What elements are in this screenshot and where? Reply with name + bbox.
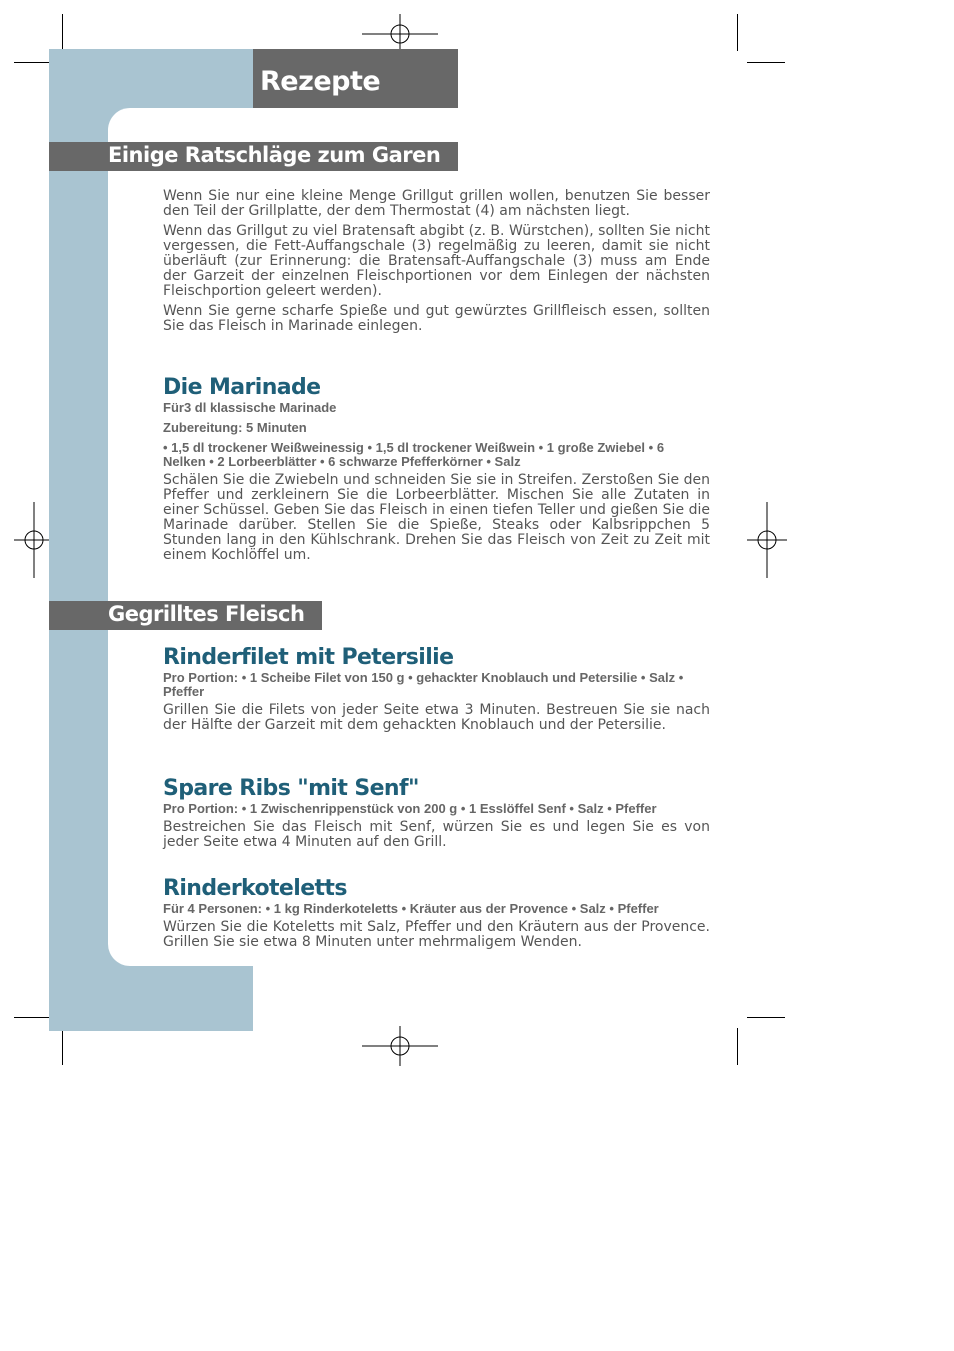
recipe-rinderfilet [163,645,710,738]
registration-mark-left [14,502,54,578]
recipe-prep-time: Zubereitung: 5 Minuten [163,420,307,435]
tip-paragraph: Wenn Sie nur eine kleine Menge Grillgut grillen wollen, benutzen Sie besser den Teil der Grillplatte, der dem Thermostat (4) am nächsten liegt. [163,188,710,219]
recipe-title: Rinderkoteletts [163,876,347,901]
recipe-instructions: Grillen Sie die Filets von jeder Seite etwa 3 Minuten. Bestreuen Sie sie nach der Hälfte der Garzeit mit dem gehackten Knoblauch und der Petersilie. [163,702,710,733]
tips-text [163,189,710,339]
crop-mark [62,14,63,51]
registration-mark-right [747,502,787,578]
crop-mark [14,1017,52,1018]
recipe-ingredients: Für 4 Personen: • 1 kg Rinderkoteletts • Kräuter aus der Provence • Salz • Pfeffer [163,901,659,916]
recipe-title: Spare Ribs "mit Senf" [163,776,419,801]
marinade-recipe [163,375,710,568]
registration-mark-top [362,14,438,54]
section-title-grilled: Gegrilltes Fleisch [108,602,305,626]
recipe-instructions: Bestreichen Sie das Fleisch mit Senf, würzen Sie es und legen Sie es von jeder Seite etwa 4 Minuten auf den Grill. [163,819,710,850]
recipe-yield: Für3 dl klassische Marinade [163,400,337,415]
recipe-ingredients: Pro Portion: • 1 Scheibe Filet von 150 g • gehackter Knoblauch und Petersilie • Salz • Pfeffer [163,670,684,699]
page-title: Rezepte [260,66,381,97]
recipe-spare-ribs [163,776,710,855]
crop-mark [737,14,738,51]
recipe-title: Die Marinade [163,375,321,400]
recipe-instructions: Würzen Sie die Koteletts mit Salz, Pfeffer und den Kräutern aus der Provence. Grillen Sie sie etwa 8 Minuten unter mehrmaligem Wenden. [163,919,710,950]
crop-mark [747,1017,785,1018]
recipe-ingredients: Pro Portion: • 1 Zwischenrippenstück von 200 g • 1 Esslöffel Senf • Salz • Pfeffer [163,801,657,816]
recipe-rinderkoteletts [163,876,710,955]
crop-mark [62,1028,63,1065]
crop-mark [747,62,785,63]
crop-mark [14,62,52,63]
recipe-instructions: Schälen Sie die Zwiebeln und schneiden Sie sie in Streifen. Zerstoßen Sie den Pfeffer und zerkleinern Sie die Lorbeerblätter. Mischen Sie alle Zutaten in einer Schüssel. Geben Sie das Fleisch in einen tiefen Teller und gießen Sie die Marinade darüber. Stellen Sie die Spieße, Steaks oder Kalbsrippchen 5 Stunden lang in den Kühlschrank. Drehen Sie das Fleisch von Zeit zu Zeit mit einem Kochlöffel um. [163,472,710,563]
recipe-ingredients: • 1,5 dl trockener Weißweinessig • 1,5 dl trockener Weißwein • 1 große Zwiebel • 6 Nelken • 2 Lorbeerblätter • 6 schwarze Pfefferkörner • Salz [163,440,665,469]
recipe-title: Rinderfilet mit Petersilie [163,645,454,670]
registration-mark-bottom [362,1026,438,1066]
crop-mark [737,1028,738,1065]
tip-paragraph: Wenn das Grillgut zu viel Bratensaft abgibt (z. B. Würstchen), sollten Sie nicht vergessen, die Fett-Auffangschale (3) regelmäßig zu leeren, damit sie nicht überläuft (zur Erinnerung: die Bratensaft-Auffangschale (3) muss am Ende der Garzeit der einzelnen Fleischportionen vor dem Einlegen der nächsten Fleischportion geleert werden). [163,223,710,299]
section-title-tips: Einige Ratschläge zum Garen [108,143,441,167]
tip-paragraph: Wenn Sie gerne scharfe Spieße und gut gewürztes Grillfleisch essen, sollten Sie das Fleisch in Marinade einlegen. [163,303,710,334]
